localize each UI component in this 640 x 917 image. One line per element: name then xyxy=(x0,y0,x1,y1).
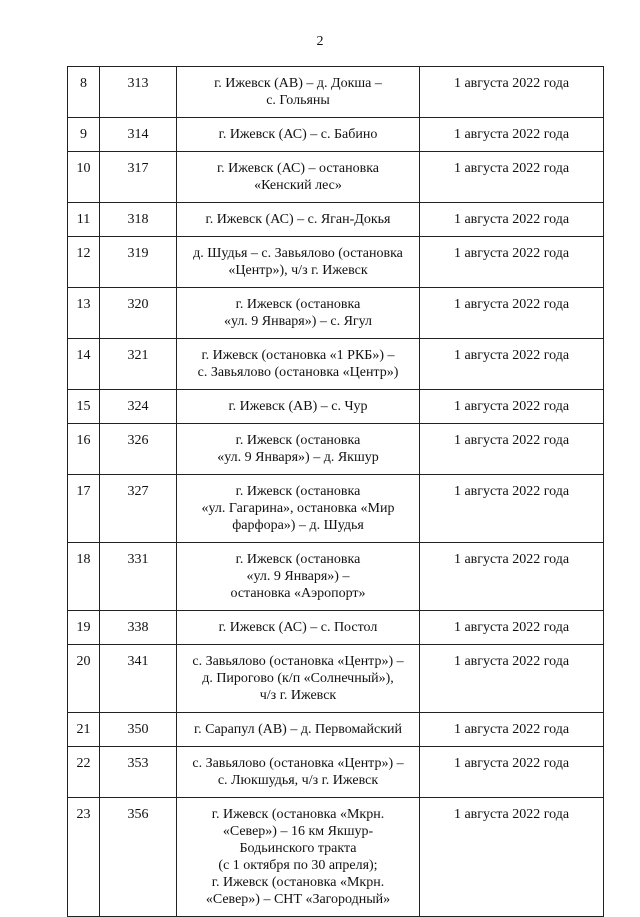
route-number: 313 xyxy=(100,67,177,118)
route-number: 314 xyxy=(100,118,177,152)
table-row xyxy=(68,798,604,917)
route-number: 350 xyxy=(100,713,177,747)
route-name: г. Ижевск (АС) – с. Постол xyxy=(177,611,420,645)
row-number: 17 xyxy=(68,475,100,543)
row-number: 21 xyxy=(68,713,100,747)
route-name: г. Ижевск (остановка «ул. 9 Января») – остановка «Аэропорт» xyxy=(177,543,420,611)
route-name: с. Завьялово (остановка «Центр») – д. Пирогово (к/п «Солнечный»), ч/з г. Ижевск xyxy=(177,645,420,713)
routes-table xyxy=(67,66,604,917)
table-row xyxy=(68,424,604,475)
table-row xyxy=(68,543,604,611)
start-date: 1 августа 2022 года xyxy=(420,645,604,713)
route-name: г. Ижевск (остановка «ул. Гагарина», остановка «Мир фарфора») – д. Шудья xyxy=(177,475,420,543)
table-row xyxy=(68,611,604,645)
table-row xyxy=(68,645,604,713)
row-number: 11 xyxy=(68,203,100,237)
table-row xyxy=(68,152,604,203)
row-number: 23 xyxy=(68,798,100,917)
route-number: 319 xyxy=(100,237,177,288)
start-date: 1 августа 2022 года xyxy=(420,237,604,288)
table-row xyxy=(68,203,604,237)
route-number: 353 xyxy=(100,747,177,798)
start-date: 1 августа 2022 года xyxy=(420,798,604,917)
route-number: 318 xyxy=(100,203,177,237)
row-number: 16 xyxy=(68,424,100,475)
table-row xyxy=(68,339,604,390)
route-number: 317 xyxy=(100,152,177,203)
row-number: 13 xyxy=(68,288,100,339)
table-row xyxy=(68,747,604,798)
start-date: 1 августа 2022 года xyxy=(420,118,604,152)
start-date: 1 августа 2022 года xyxy=(420,424,604,475)
start-date: 1 августа 2022 года xyxy=(420,67,604,118)
route-number: 331 xyxy=(100,543,177,611)
start-date: 1 августа 2022 года xyxy=(420,339,604,390)
route-name: г. Ижевск (АС) – с. Яган-Докья xyxy=(177,203,420,237)
route-name: г. Ижевск (остановка «ул. 9 Января») – д. Якшур xyxy=(177,424,420,475)
row-number: 12 xyxy=(68,237,100,288)
route-number: 321 xyxy=(100,339,177,390)
route-number: 320 xyxy=(100,288,177,339)
start-date: 1 августа 2022 года xyxy=(420,152,604,203)
start-date: 1 августа 2022 года xyxy=(420,543,604,611)
route-name: г. Сарапул (АВ) – д. Первомайский xyxy=(177,713,420,747)
route-name: г. Ижевск (АВ) – с. Чур xyxy=(177,390,420,424)
row-number: 20 xyxy=(68,645,100,713)
start-date: 1 августа 2022 года xyxy=(420,611,604,645)
row-number: 8 xyxy=(68,67,100,118)
page-number: 2 xyxy=(316,34,324,49)
route-name: г. Ижевск (остановка «1 РКБ») – с. Завьялово (остановка «Центр») xyxy=(177,339,420,390)
table-row xyxy=(68,67,604,118)
route-name: с. Завьялово (остановка «Центр») – с. Люкшудья, ч/з г. Ижевск xyxy=(177,747,420,798)
table-row xyxy=(68,118,604,152)
route-number: 327 xyxy=(100,475,177,543)
table-row xyxy=(68,475,604,543)
route-name: г. Ижевск (остановка «Мкрн. «Север») – 16 км Якшур- Бодьинского тракта (с 1 октября по 30 апреля); г. Ижевск (остановка «Мкрн. «Север») – СНТ «Загородный» xyxy=(177,798,420,917)
row-number: 18 xyxy=(68,543,100,611)
row-number: 14 xyxy=(68,339,100,390)
table-row xyxy=(68,237,604,288)
route-name: г. Ижевск (АВ) – д. Докша – с. Гольяны xyxy=(177,67,420,118)
route-name: г. Ижевск (АС) – с. Бабино xyxy=(177,118,420,152)
row-number: 15 xyxy=(68,390,100,424)
row-number: 10 xyxy=(68,152,100,203)
table-row xyxy=(68,288,604,339)
start-date: 1 августа 2022 года xyxy=(420,747,604,798)
route-name: д. Шудья – с. Завьялово (остановка «Центр»), ч/з г. Ижевск xyxy=(177,237,420,288)
route-number: 326 xyxy=(100,424,177,475)
route-name: г. Ижевск (АС) – остановка «Кенский лес» xyxy=(177,152,420,203)
route-number: 338 xyxy=(100,611,177,645)
start-date: 1 августа 2022 года xyxy=(420,713,604,747)
row-number: 19 xyxy=(68,611,100,645)
route-number: 341 xyxy=(100,645,177,713)
start-date: 1 августа 2022 года xyxy=(420,203,604,237)
route-number: 324 xyxy=(100,390,177,424)
row-number: 22 xyxy=(68,747,100,798)
table-row xyxy=(68,713,604,747)
table-row xyxy=(68,390,604,424)
start-date: 1 августа 2022 года xyxy=(420,475,604,543)
route-name: г. Ижевск (остановка «ул. 9 Января») – с. Ягул xyxy=(177,288,420,339)
route-number: 356 xyxy=(100,798,177,917)
row-number: 9 xyxy=(68,118,100,152)
start-date: 1 августа 2022 года xyxy=(420,288,604,339)
start-date: 1 августа 2022 года xyxy=(420,390,604,424)
